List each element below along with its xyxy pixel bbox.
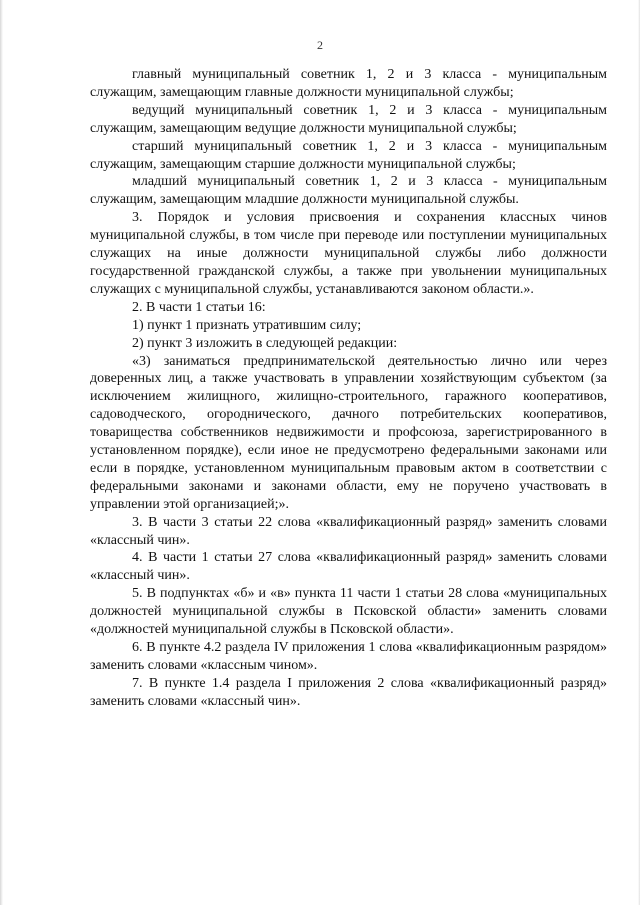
document-body [90,66,607,711]
paragraph-new-item-3-text: «3) заниматься предпринимательской деятельностью лично или через доверенных лиц, а также участвовать в управлении хозяйствующим субъектом (за исключением жилищного, жилищно-строительного, гаражного кооперативов, садоводческого, огороднического, дачного потребительских кооперативов, товарищества собственников недвижимости и профсоюза, зарегистрированного в установленном порядке), если иное не предусмотрено федеральными законами или если в порядке, установленном муниципальным правовым актом в соответствии с федеральными законами и законами области, ему не поручено участвовать в управлении этой организацией;». [90,353,607,512]
paragraph-item-3-poryadok: 3. Порядок и условия присвоения и сохранения классных чинов муниципальной службы, в том числе при переводе или поступлении муниципальных служащих на иные должности муниципальной службы либо должности государственной гражданской службы, а также при увольнении муниципальных служащих с муниципальной службы, устанавливаются законом области.». [90,210,607,297]
paragraph-article-16-item-1: 1) пункт 1 признать утратившим силу; [132,317,362,333]
paragraph-vedushchy: ведущий муниципальный советник 1, 2 и 3 класса - муниципальным служащим, замещающим ведущие должности муниципальной службы; [90,102,607,136]
paragraph-amendment-7: 7. В пункте 1.4 раздела I приложения 2 слова «квалификационный разряд» заменить словами «классный чин». [90,675,607,709]
paragraph-mladshy: младший муниципальный советник 1, 2 и 3 класса - муниципальным служащим, замещающим младшие должности муниципальной службы. [90,174,607,208]
paragraph-amendment-5: 5. В подпунктах «б» и «в» пункта 11 части 1 статьи 28 слова «муниципальных должностей муниципальной службы в Псковской области» заменить словами «должностей муниципальной службы в Псковской области». [90,586,607,638]
paragraph-starshy: старший муниципальный советник 1, 2 и 3 класса - муниципальным служащим, замещающим старшие должности муниципальной службы; [90,138,607,172]
paragraph-amendment-3: 3. В части 3 статьи 22 слова «квалификационный разряд» заменить словами «классный чин». [90,514,607,548]
paragraph-amendment-6: 6. В пункте 4.2 раздела IV приложения 1 слова «квалификационным разрядом» заменить словами «классным чином». [90,640,607,673]
paragraph-amendment-4: 4. В части 1 статьи 27 слова «квалификационный разряд» заменить словами «классный чин». [90,550,607,584]
paragraph-article-16-item-2: 2) пункт 3 изложить в следующей редакции: [132,335,398,351]
scan-left-edge [0,0,3,905]
paragraph-article-16-intro: 2. В части 1 статьи 16: [132,299,266,315]
page-number: 2 [317,38,323,52]
paragraph-glavny: главный муниципальный советник 1, 2 и 3 класса - муниципальным служащим, замещающим главные должности муниципальной службы; [90,67,607,100]
